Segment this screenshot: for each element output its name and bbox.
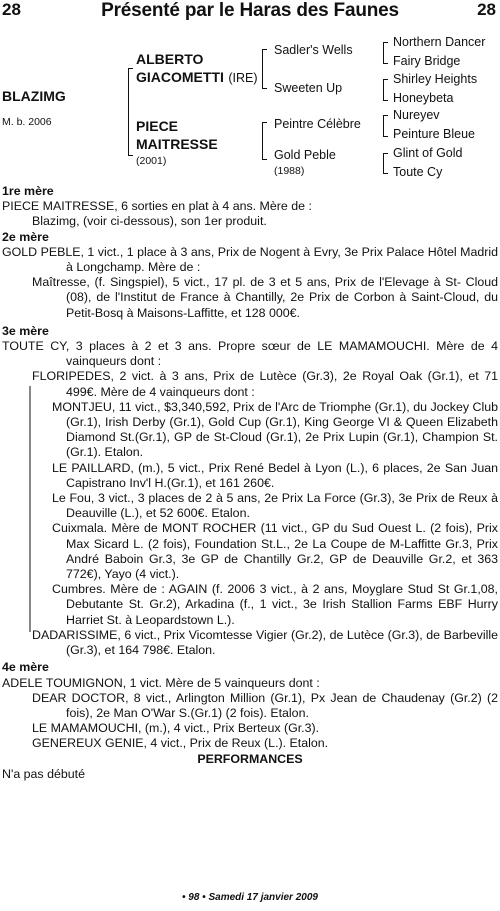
m3-g: Cumbres. Mère de : AGAIN (f. 2006 3 vict., à 2 ans, Moyglare Stud St Gr.1,08, Debutante St. Gr.2), Arkadina (f., 1 vict., 3e Irish Stallion Farms EBF Hurry Harriet St. à Leopardstown L.). [52,582,498,627]
m3-h: DADARISSIME, 6 vict., Prix Vicomtesse Vigier (Gr.2), de Lutèce (Gr.3), de Barbeville (Gr.3), et 164 798€. Etalon. [32,627,498,658]
m3-a: TOUTE CY, 3 places à 2 et 3 ans. Propre sœur de LE MAMAMOUCHI. Mère de 4 vainqueurs dont : [2,339,498,369]
bracket-sire [262,49,267,89]
bracket-g4-2 [383,79,388,101]
gen4-2: Fairy Bridge [393,54,461,68]
gen3-dam-dam: Gold Peble [274,148,336,162]
gen4-8: Toute Cy [393,165,443,179]
m4-b: DEAR DOCTOR, 8 vict., Arlington Million (Gr.1), Px Jean de Chaudenay (Gr.2) (2 fois), 2e Man O'War S.(Gr.1) (2 fois). Etalon. [32,690,498,720]
m3-f: Cuixmala. Mère de MONT ROCHER (11 vict., GP du Sud Ouest L. (2 fois), Prix Max Sicard L. (2 fois), Foundation St.L., 2e La Coupe de M-Laffitte Gr.3, Prix André Baboin Gr.3, 3e GP de Chantilly Gr.2, GP de Deauville Gr.2, et 363 772€), Yayo (4 vict.). [52,521,498,582]
m2-b: Maîtresse, (f. Singspiel), 5 vict., 17 pl. de 3 et 5 ans, Prix de l'Elevage à St- Cloud (08), de l'Institut de France à Chantilly, 2e Prix de Corbon à Saint-Cloud, du Petit-Bosq à Maisons-Laffitte, et 128 000€. [32,275,498,320]
bracket-gen1 [128,68,133,156]
gen4-5: Nureyev [393,108,440,122]
bracket-g4-3 [383,115,388,137]
gen4-1: Northern Dancer [393,35,486,49]
section-title-2: 2e mère [2,229,49,244]
gen4-6: Peinture Bleue [393,127,476,141]
m3-e: Le Fou, 3 vict., 3 places de 2 à 5 ans, 2e Prix La Force (Gr.3), 3e Prix de Reux à Deauville (L.), et 52 600€. Etalon. [52,491,498,521]
gen3-sire-dam: Sweeten Up [274,81,343,95]
gen3-dam-sire: Peintre Célèbre [274,117,361,131]
sire-name-line2: GIACOMETTI [136,69,224,85]
page-number-left: 28 [2,0,21,19]
bracket-g4-4 [383,153,388,174]
gen4-7: Glint of Gold [393,146,463,160]
m1-sub: Blazimg, (voir ci-dessous), son 1er produit. [32,214,267,229]
page-number-right: 28 [477,0,496,19]
family-notes [2,184,498,782]
section-title-1: 1re mère [2,184,54,198]
gen3-dam-dam-year: (1988) [274,165,305,177]
m4-c: LE MAMAMOUCHI, (m.), 4 vict., Prix Berteux (Gr.3). [32,721,320,736]
page-title: Présenté par le Haras des Faunes [101,0,399,21]
performances-text: N'a pas débuté [2,766,85,781]
gen4-3: Shirley Heights [393,72,478,86]
section-title-3: 3e mère [2,323,49,338]
gen3-sire-sire: Sadler's Wells [274,43,353,57]
dam-year: (2001) [136,155,167,167]
page-footer: • 98 • Samedi 17 janvier 2009 [182,892,318,903]
horse-name: BLAZIMG [2,88,66,104]
m3-block [2,369,498,658]
sire-country: (IRE) [228,71,258,85]
m3-d: LE PAILLARD, (m.), 5 vict., Prix René Bedel à Lyon (L.), 6 places, 2e San Juan Capistrano Inv'l H.(Gr.1), et 161 260€. [52,460,498,490]
sire-name-line1: ALBERTO [136,51,204,67]
gen4-4: Honeybeta [393,91,454,105]
bracket-g4-1 [383,42,388,64]
bracket-dam [262,122,267,160]
m3-b: FLORIPEDES, 2 vict. à 3 ans, Prix de Lutèce (Gr.3), 2e Royal Oak (Gr.1), et 71 499€. Mère de 4 vainqueurs dont : [32,369,498,399]
sire-name [136,69,258,87]
m2-a: GOLD PEBLE, 1 vict., 1 place à 3 ans, Prix de Nogent à Evry, 3e Prix Palace Hôtel Madrid à Longchamp. Mère de : [2,244,498,275]
m4-a: ADELE TOUMIGNON, 1 vict. Mère de 5 vainqueurs dont : [2,675,320,690]
m4-d: GENEREUX GENIE, 4 vict., Prix de Reux (L.). Etalon. [32,736,329,751]
m1-text: PIECE MAITRESSE, 6 sorties en plat à 4 ans. Mère de : [2,199,312,214]
indent-bar-m3 [29,386,31,632]
dam-name-line2: MAITRESSE [136,136,218,152]
horse-info: M. b. 2006 [2,116,52,128]
section-title-4: 4e mère [2,660,49,675]
performances-title: PERFORMANCES [197,751,303,766]
dam-name-line1: PIECE [136,118,179,134]
m3-c: MONTJEU, 11 vict., $3,340,592, Prix de l'Arc de Triomphe (Gr.1), du Jockey Club (Gr.1), Irish Derby (Gr.1), Gold Cup (Gr.1), King George VI & Queen Elizabeth Diamond St.(Gr.1), GP de St-Cloud (Gr.1), 2e Prix Lupin (Gr.1), Champion St.(Gr.1). Etalon. [52,399,498,460]
